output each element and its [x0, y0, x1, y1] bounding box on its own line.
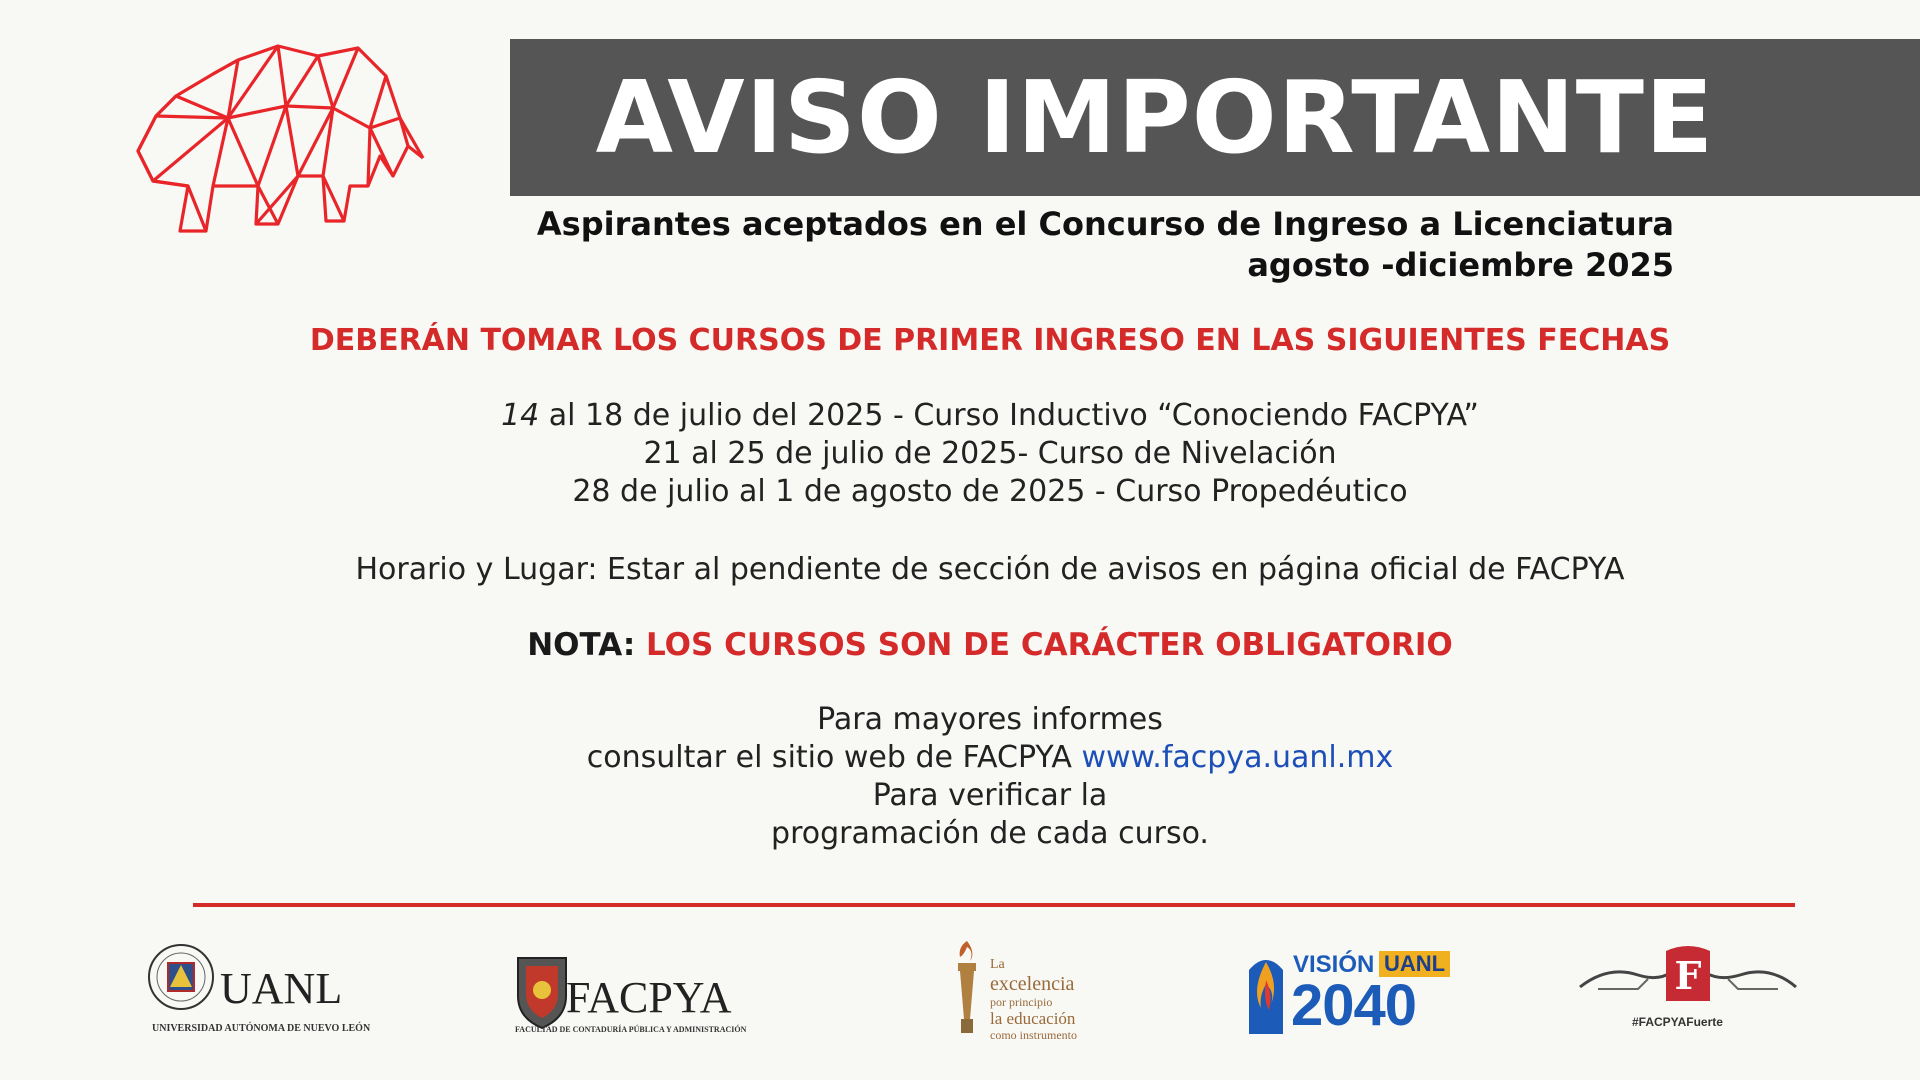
excelencia-logo: [950, 935, 1110, 1045]
excel-line-2: excelencia: [990, 973, 1075, 995]
date-line-propedeutico: 28 de julio al 1 de agosto de 2025 - Curso Propedéutico: [572, 474, 1408, 509]
courses-headline: DEBERÁN TOMAR LOS CURSOS DE PRIMER INGRESO EN LAS SIGUIENTES FECHAS: [309, 323, 1671, 358]
fuerte-letter: F: [1674, 953, 1702, 998]
info-line-2: [0, 740, 1920, 775]
excel-line-5: como instrumento: [990, 1028, 1077, 1042]
info-line-3: Para verificar la: [872, 778, 1108, 813]
mandatory-note: [0, 627, 1920, 663]
facpya-logo: [510, 935, 755, 1045]
vision-year: 2040: [1291, 973, 1417, 1038]
fuerte-hashtag: #FACPYAFuerte: [1632, 1015, 1723, 1029]
schedule-note: Horario y Lugar: Estar al pendiente de sección de avisos en página oficial de FACPYA: [355, 552, 1625, 587]
uanl-name: UANL: [220, 964, 343, 1013]
vision-uanl: UANL: [1379, 951, 1450, 977]
excel-line-1: La: [990, 957, 1005, 972]
subtitle-line-1: Aspirantes aceptados en el Concurso de Ingreso a Licenciatura: [536, 205, 1674, 243]
facpya-shield-icon: [512, 952, 572, 1032]
torch-icon: [952, 939, 982, 1039]
facpya-fuerte-logo: [1578, 935, 1798, 1045]
date-line-inductivo: [0, 398, 1920, 433]
info-text: consultar el sitio web de FACPYA: [586, 740, 1082, 775]
info-line-1: Para mayores informes: [817, 702, 1163, 737]
page-title: AVISO IMPORTANTE: [595, 59, 1715, 176]
flame-emblem-icon: [1245, 950, 1287, 1034]
vision-word: VISIÓN: [1293, 951, 1375, 978]
date-day: 14: [501, 398, 540, 433]
date-line-nivelacion: 21 al 25 de julio de 2025- Curso de Nivelación: [643, 436, 1337, 471]
uanl-logo: [148, 935, 373, 1045]
note-label: NOTA:: [527, 627, 647, 663]
divider: [193, 903, 1795, 907]
excel-line-4: la educación: [990, 1009, 1076, 1028]
date-rest: al 18 de julio del 2025 - Curso Inductivo “Conociendo FACPYA”: [539, 398, 1479, 433]
vision-2040-logo: [1245, 935, 1455, 1045]
subtitle-line-2: agosto -diciembre 2025: [1247, 246, 1674, 284]
facpya-caption: FACULTAD DE CONTADURÍA PÚBLICA Y ADMINISTRACIÓN: [515, 1025, 747, 1034]
uanl-caption: UNIVERSIDAD AUTÓNOMA DE NUEVO LEÓN: [152, 1023, 371, 1034]
note-text: LOS CURSOS SON DE CARÁCTER OBLIGATORIO: [646, 627, 1453, 663]
website-link[interactable]: www.facpya.uanl.mx: [1081, 740, 1394, 775]
info-line-4: programación de cada curso.: [771, 816, 1209, 851]
elephant-logo-icon: [118, 36, 428, 256]
excel-line-3: por principio: [990, 995, 1053, 1009]
facpya-name: FACPYA: [566, 973, 732, 1022]
